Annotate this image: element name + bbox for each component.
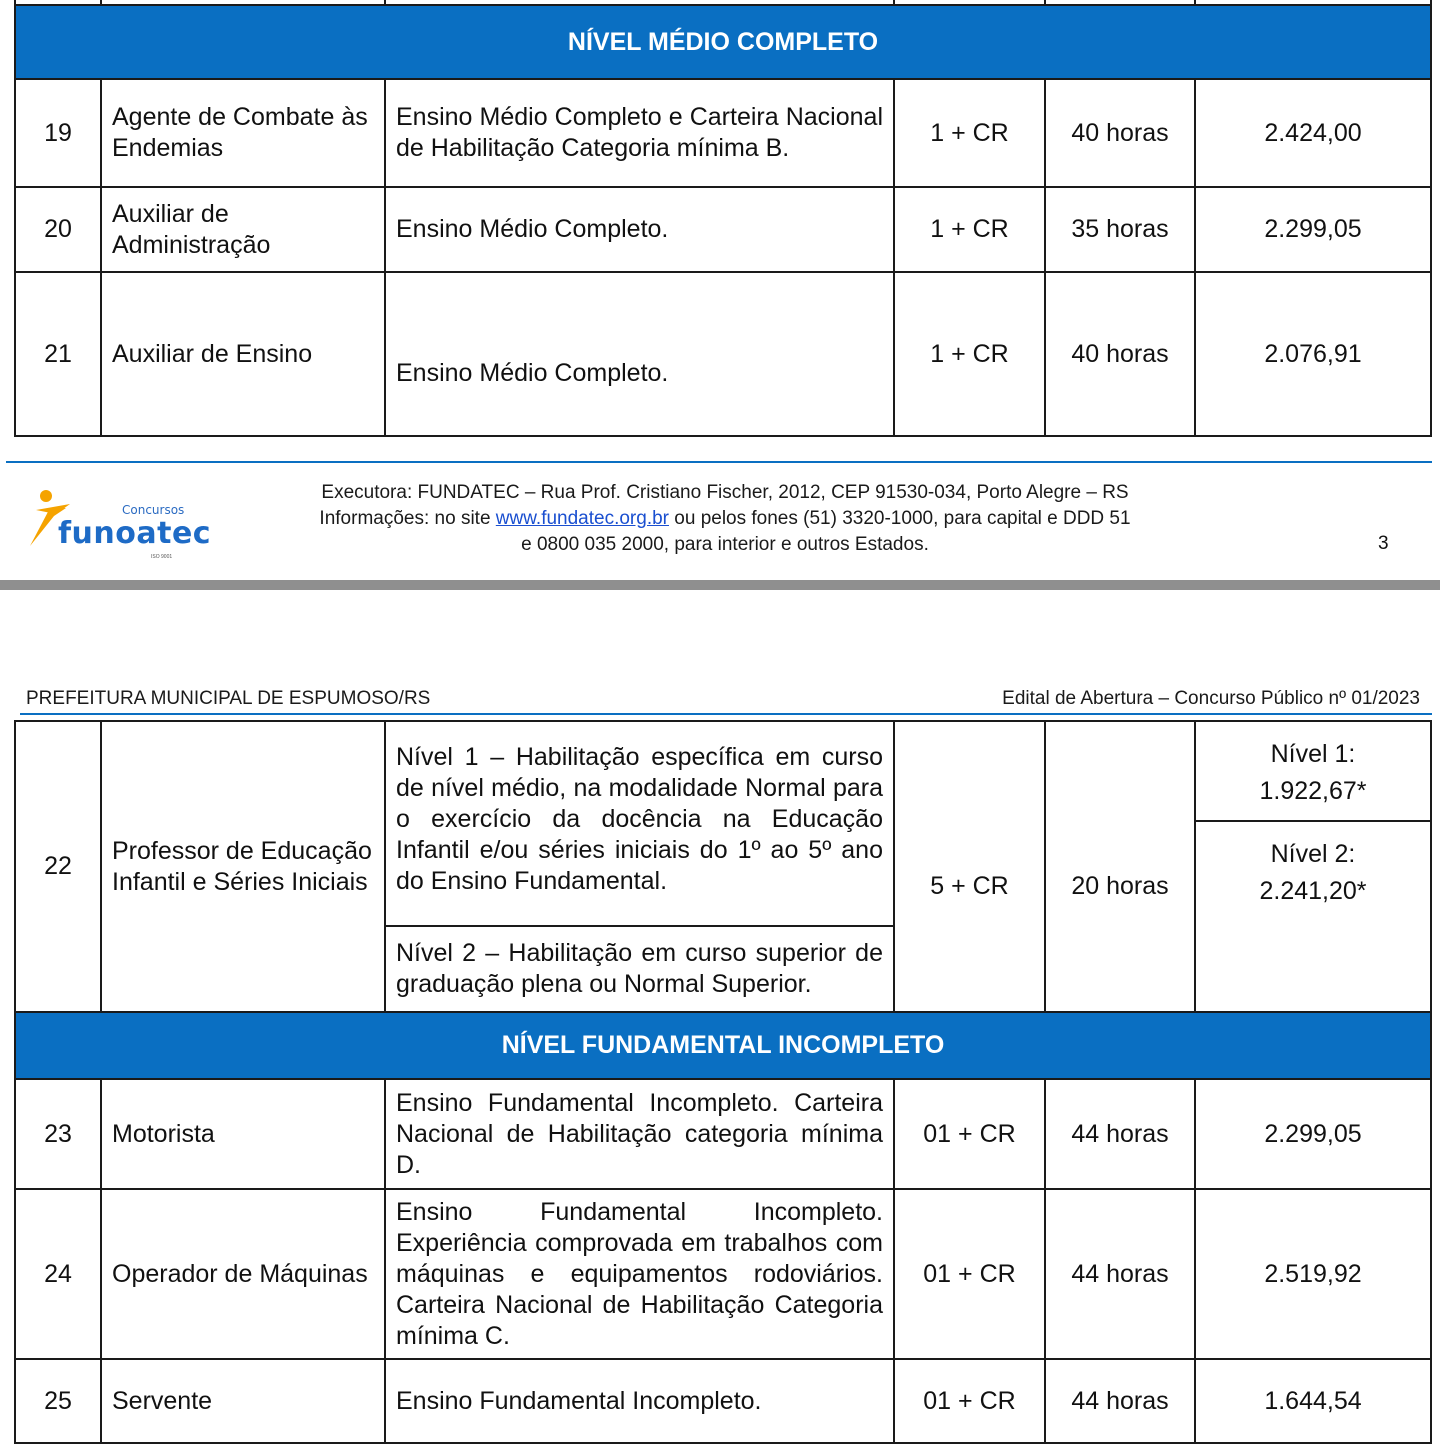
job-requirement: Ensino Médio Completo.	[385, 272, 894, 436]
salary-level-2-value: 2.241,20*	[1259, 877, 1367, 905]
table-row	[15, 187, 1431, 272]
salary-level-2-label: Nível 2:	[1270, 840, 1356, 868]
row-number: 23	[15, 1079, 101, 1189]
table-row	[15, 1079, 1431, 1189]
job-title: Operador de Máquinas	[101, 1189, 385, 1359]
salary-level-1	[1196, 722, 1430, 822]
table-row	[15, 79, 1431, 187]
job-requirement: Ensino Médio Completo e Carteira Nacional de Habilitação Categoria mínima B.	[385, 79, 894, 187]
job-title: Servente	[101, 1359, 385, 1443]
vacancies: 1 + CR	[894, 79, 1045, 187]
job-requirement: Ensino Fundamental Incompleto. Experiência comprovada em trabalhos com máquinas e equipamentos rodoviários. Carteira Nacional de Habilitação Categoria mínima C.	[385, 1189, 894, 1359]
page-header-municipality: PREFEITURA MUNICIPAL DE ESPUMOSO/RS	[26, 688, 431, 709]
job-requirement-level-2: Nível 2 – Habilitação em curso superior de graduação plena ou Normal Superior.	[385, 926, 894, 1012]
table-row	[15, 272, 1431, 436]
vacancies: 01 + CR	[894, 1189, 1045, 1359]
vacancies: 5 + CR	[894, 721, 1045, 1012]
vacancies: 1 + CR	[894, 187, 1045, 272]
job-requirement: Ensino Médio Completo.	[385, 187, 894, 272]
row-number: 21	[15, 272, 101, 436]
workload: 44 horas	[1045, 1079, 1195, 1189]
salary: 2.519,92	[1195, 1189, 1431, 1359]
section-header-fundamental-incompleto: NÍVEL FUNDAMENTAL INCOMPLETO	[15, 1012, 1431, 1079]
vacancies: 1 + CR	[894, 272, 1045, 436]
table-row	[15, 1359, 1431, 1443]
row-number: 20	[15, 187, 101, 272]
logo-iso: ISO 9001	[151, 554, 173, 560]
workload: 44 horas	[1045, 1189, 1195, 1359]
salary: 2.424,00	[1195, 79, 1431, 187]
salary: 1.644,54	[1195, 1359, 1431, 1443]
footer-address	[220, 480, 1230, 558]
row-number: 22	[15, 721, 101, 1012]
workload: 40 horas	[1045, 79, 1195, 187]
fundatec-website-link[interactable]: www.fundatec.org.br	[495, 508, 669, 529]
job-title: Auxiliar de Ensino	[101, 272, 385, 436]
logo-tagline: Concursos	[122, 503, 185, 517]
fundatec-logo	[26, 486, 212, 566]
row-number: 19	[15, 79, 101, 187]
row-number: 25	[15, 1359, 101, 1443]
section-header-nivel-medio: NÍVEL MÉDIO COMPLETO	[15, 5, 1431, 79]
salary: 2.299,05	[1195, 187, 1431, 272]
header-rule	[20, 713, 1432, 715]
table-row	[15, 721, 1431, 926]
job-requirement: Ensino Fundamental Incompleto.	[385, 1359, 894, 1443]
job-title: Agente de Combate às Endemias	[101, 79, 385, 187]
job-requirement: Ensino Fundamental Incompleto. Carteira Nacional de Habilitação categoria mínima D.	[385, 1079, 894, 1189]
workload: 40 horas	[1045, 272, 1195, 436]
page-number: 3	[1378, 533, 1389, 554]
salary-level-1-label: Nível 1:	[1270, 740, 1356, 768]
positions-table-page-3	[14, 0, 1432, 437]
vacancies: 01 + CR	[894, 1079, 1045, 1189]
vacancies: 01 + CR	[894, 1359, 1045, 1443]
job-title: Professor de Educação Infantil e Séries Iniciais	[101, 721, 385, 1012]
logo-wordmark: funoatec	[58, 516, 212, 551]
job-requirement-level-1: Nível 1 – Habilitação específica em curso de nível médio, na modalidade Normal para o exercício da docência na Educação Infantil e/ou séries iniciais do 1º ao 5º ano do Ensino Fundamental.	[385, 721, 894, 926]
page-separator	[0, 580, 1440, 590]
job-title: Auxiliar de Administração	[101, 187, 385, 272]
salary: 2.299,05	[1195, 1079, 1431, 1189]
workload: 35 horas	[1045, 187, 1195, 272]
salary-level-1-value: 1.922,67*	[1259, 777, 1367, 805]
workload: 44 horas	[1045, 1359, 1195, 1443]
row-number: 24	[15, 1189, 101, 1359]
positions-table-page-4	[14, 720, 1432, 1444]
footer-rule	[6, 461, 1432, 463]
page-header-edital: Edital de Abertura – Concurso Público nº 01/2023	[1002, 688, 1420, 709]
table-row	[15, 1189, 1431, 1359]
footer-line-2: Informações: no site www.fundatec.org.br ou pelos fones (51) 3320-1000, para capital e DDD 51	[319, 508, 1131, 529]
salary-cell	[1195, 721, 1431, 1012]
salary: 2.076,91	[1195, 272, 1431, 436]
job-title: Motorista	[101, 1079, 385, 1189]
footer-line-1: Executora: FUNDATEC – Rua Prof. Cristiano Fischer, 2012, CEP 91530-034, Porto Alegre – RS	[321, 482, 1129, 503]
salary-level-2	[1196, 822, 1430, 910]
workload: 20 horas	[1045, 721, 1195, 1012]
footer-line-3: e 0800 035 2000, para interior e outros Estados.	[521, 534, 929, 555]
